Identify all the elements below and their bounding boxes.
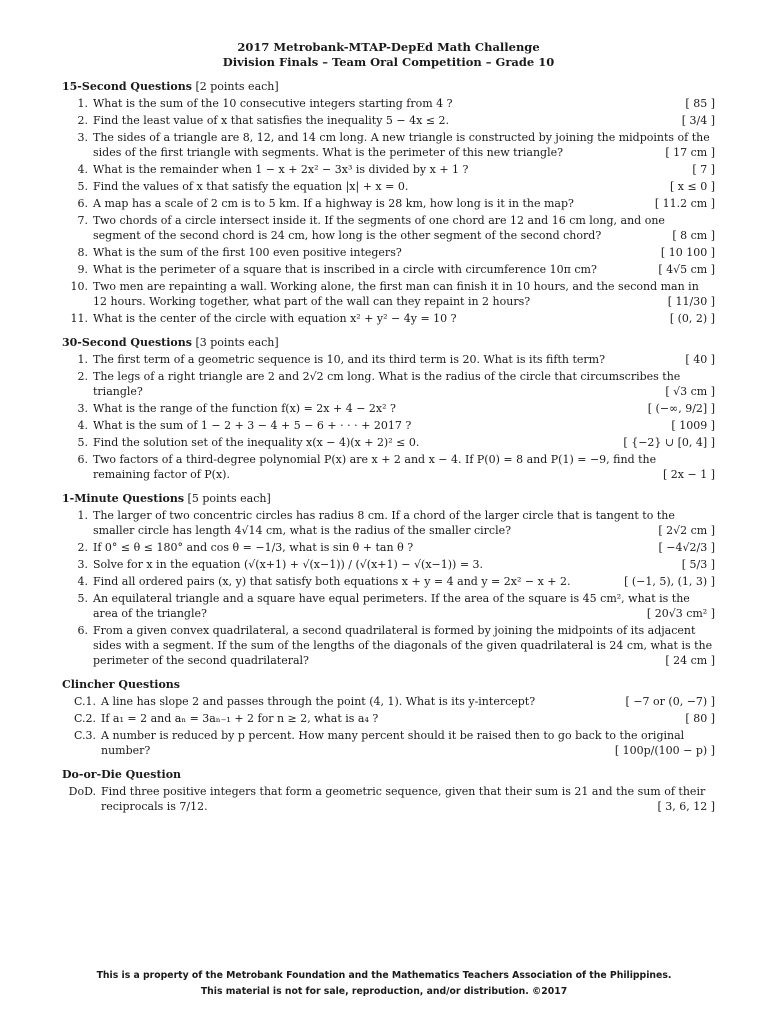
question-text: Solve for x in the equation (√(x+1) + √(x−1)) / (√(x+1) − √(x−1)) = 3. bbox=[93, 558, 484, 571]
question-item bbox=[62, 784, 715, 814]
question-answer: [ 24 cm ] bbox=[659, 653, 715, 668]
question-number: C.3. bbox=[73, 729, 96, 742]
question-item bbox=[62, 352, 715, 367]
question-item bbox=[62, 279, 715, 309]
question-number: 2. bbox=[77, 541, 88, 554]
question-body bbox=[93, 162, 715, 177]
question-body bbox=[93, 591, 715, 621]
question-number: DoD. bbox=[68, 785, 96, 798]
question-number: 2. bbox=[77, 114, 88, 127]
question-item bbox=[62, 540, 715, 555]
question-number: 10. bbox=[70, 280, 88, 293]
question-item bbox=[62, 130, 715, 160]
question-body bbox=[93, 130, 715, 160]
question-text: An equilateral triangle and a square have equal perimeters. If the area of the square is 45 cm², what is the area of the triangle? bbox=[93, 592, 690, 620]
section-heading: 30-Second Questions bbox=[62, 336, 192, 349]
question-body bbox=[93, 540, 715, 555]
question-text: A line has slope 2 and passes through the point (4, 1). What is its y-intercept? bbox=[101, 695, 536, 708]
question-answer: [ −4√2/3 ] bbox=[652, 540, 715, 555]
question-answer: [ 4√5 cm ] bbox=[652, 262, 715, 277]
section-heading: Do-or-Die Question bbox=[62, 768, 182, 781]
question-body bbox=[93, 418, 715, 433]
question-number: C.2. bbox=[73, 712, 96, 725]
question-body bbox=[93, 279, 715, 309]
question-answer: [ 1009 ] bbox=[665, 418, 715, 433]
question-number: 7. bbox=[77, 214, 88, 227]
question-number: 3. bbox=[77, 131, 88, 144]
document-page bbox=[62, 40, 715, 814]
question-number: 1. bbox=[77, 509, 88, 522]
question-answer: [ 85 ] bbox=[679, 96, 715, 111]
question-item bbox=[62, 418, 715, 433]
question-body bbox=[93, 369, 715, 399]
question-answer: [ x ≤ 0 ] bbox=[664, 179, 715, 194]
question-item bbox=[62, 574, 715, 589]
question-answer: [ 2x − 1 ] bbox=[657, 467, 715, 482]
question-body bbox=[101, 728, 715, 758]
question-item bbox=[62, 623, 715, 668]
question-number: 4. bbox=[77, 163, 88, 176]
question-answer: [ 3/4 ] bbox=[676, 113, 715, 128]
section-heading: 15-Second Questions bbox=[62, 80, 192, 93]
question-body bbox=[93, 557, 715, 572]
question-body bbox=[93, 262, 715, 277]
question-number: 5. bbox=[77, 592, 88, 605]
section-points: [2 points each] bbox=[195, 80, 279, 93]
question-body bbox=[93, 352, 715, 367]
question-text: Find the solution set of the inequality x(x − 4)(x + 2)² ≤ 0. bbox=[93, 436, 420, 449]
question-text: Two chords of a circle intersect inside it. If the segments of one chord are 12 and 16 cm long, and one segment of the second chord is 24 cm, how long is the other segment of the second chord? bbox=[93, 214, 665, 242]
question-body bbox=[93, 574, 715, 589]
question-item bbox=[62, 162, 715, 177]
question-number: 9. bbox=[77, 263, 88, 276]
question-answer: [ (0, 2) ] bbox=[664, 311, 715, 326]
question-item bbox=[62, 369, 715, 399]
question-answer: [ 3, 6, 12 ] bbox=[651, 799, 715, 814]
question-body bbox=[101, 694, 715, 709]
question-text: The larger of two concentric circles has radius 8 cm. If a chord of the larger circle that is tangent to the smaller circle has length 4√14 cm, what is the radius of the smaller circle? bbox=[93, 509, 675, 537]
question-item bbox=[62, 96, 715, 111]
question-body bbox=[93, 196, 715, 211]
question-text: Two factors of a third-degree polynomial P(x) are x + 2 and x − 4. If P(0) = 8 and P(1) = −9, find the remaining factor of P(x). bbox=[93, 453, 657, 481]
question-answer: [ (−1, 5), (1, 3) ] bbox=[618, 574, 715, 589]
question-text: What is the range of the function f(x) = 2x + 4 − 2x² ? bbox=[93, 402, 396, 415]
question-body bbox=[93, 213, 715, 243]
question-number: 11. bbox=[70, 312, 88, 325]
question-sections bbox=[62, 79, 715, 814]
question-body bbox=[93, 435, 715, 450]
question-text: What is the sum of the 10 consecutive integers starting from 4 ? bbox=[93, 97, 453, 110]
question-text: If a₁ = 2 and aₙ = 3aₙ₋₁ + 2 for n ≥ 2, what is a₄ ? bbox=[101, 712, 379, 725]
question-text: What is the sum of 1 − 2 + 3 − 4 + 5 − 6 + · · · + 2017 ? bbox=[93, 419, 412, 432]
question-body bbox=[93, 311, 715, 326]
question-text: Find all ordered pairs (x, y) that satisfy both equations x + y = 4 and y = 2x² − x + 2. bbox=[93, 575, 571, 588]
question-text: What is the sum of the first 100 even positive integers? bbox=[93, 246, 402, 259]
question-body bbox=[93, 113, 715, 128]
question-answer: [ 5/3 ] bbox=[676, 557, 715, 572]
footer-line-2: This material is not for sale, reproduction, and/or distribution. ©2017 bbox=[200, 986, 568, 997]
footer bbox=[0, 968, 768, 1000]
question-number: 3. bbox=[77, 402, 88, 415]
question-answer: [ 8 cm ] bbox=[666, 228, 715, 243]
question-text: A number is reduced by p percent. How many percent should it be raised then to go back to the original number? bbox=[101, 729, 685, 757]
question-item bbox=[62, 213, 715, 243]
question-item bbox=[62, 401, 715, 416]
question-item bbox=[62, 311, 715, 326]
question-body bbox=[93, 96, 715, 111]
question-body bbox=[101, 711, 715, 726]
question-body bbox=[93, 623, 715, 668]
section-title bbox=[62, 79, 715, 94]
question-answer: [ 17 cm ] bbox=[659, 145, 715, 160]
question-number: C.1. bbox=[73, 695, 96, 708]
question-item bbox=[62, 508, 715, 538]
question-body bbox=[93, 508, 715, 538]
document-subtitle: Division Finals – Team Oral Competition – Grade 10 bbox=[222, 55, 555, 69]
question-text: Find the least value of x that satisfies the inequality 5 − 4x ≤ 2. bbox=[93, 114, 450, 127]
question-answer: [ 7 ] bbox=[686, 162, 715, 177]
question-number: 1. bbox=[77, 353, 88, 366]
question-text: What is the remainder when 1 − x + 2x² − 3x³ is divided by x + 1 ? bbox=[93, 163, 469, 176]
section-title bbox=[62, 767, 715, 782]
question-text: What is the center of the circle with equation x² + y² − 4y = 10 ? bbox=[93, 312, 457, 325]
question-number: 3. bbox=[77, 558, 88, 571]
question-number: 5. bbox=[77, 436, 88, 449]
section-points: [5 points each] bbox=[187, 492, 271, 505]
question-number: 8. bbox=[77, 246, 88, 259]
question-item bbox=[62, 557, 715, 572]
question-answer: [ 20√3 cm² ] bbox=[641, 606, 715, 621]
question-answer: [ 40 ] bbox=[679, 352, 715, 367]
section-heading: Clincher Questions bbox=[62, 678, 180, 691]
section-title bbox=[62, 335, 715, 350]
footer-line-1: This is a property of the Metrobank Foundation and the Mathematics Teachers Association of the Philippines. bbox=[96, 970, 672, 981]
question-body bbox=[101, 784, 715, 814]
question-text: What is the perimeter of a square that is inscribed in a circle with circumference 10π cm? bbox=[93, 263, 597, 276]
question-text: Two men are repainting a wall. Working alone, the first man can finish it in 10 hours, and the second man in 12 hours. Working together, what part of the wall can they repaint in 2 hours? bbox=[93, 280, 699, 308]
question-item bbox=[62, 179, 715, 194]
question-text: From a given convex quadrilateral, a second quadrilateral is formed by joining the midpoints of its adjacent sides with a segment. If the sum of the lengths of the diagonals of the given quadrilateral is 24 cm, what is the perimeter of the second quadrilateral? bbox=[93, 624, 713, 667]
question-text: A map has a scale of 2 cm is to 5 km. If a highway is 28 km, how long is it in the map? bbox=[93, 197, 574, 210]
question-number: 2. bbox=[77, 370, 88, 383]
question-answer: [ 2√2 cm ] bbox=[652, 523, 715, 538]
question-body bbox=[93, 179, 715, 194]
question-answer: [ (−∞, 9/2] ] bbox=[642, 401, 715, 416]
question-number: 6. bbox=[77, 197, 88, 210]
question-item bbox=[62, 435, 715, 450]
question-number: 1. bbox=[77, 97, 88, 110]
section-heading: 1-Minute Questions bbox=[62, 492, 185, 505]
question-answer: [ 100p/(100 − p) ] bbox=[609, 743, 715, 758]
question-number: 6. bbox=[77, 624, 88, 637]
question-answer: [ 11.2 cm ] bbox=[649, 196, 715, 211]
question-item bbox=[62, 245, 715, 260]
question-number: 4. bbox=[77, 419, 88, 432]
question-text: The legs of a right triangle are 2 and 2√2 cm long. What is the radius of the circle that circumscribes the triangle? bbox=[93, 370, 681, 398]
question-body bbox=[93, 245, 715, 260]
question-answer: [ {−2} ∪ [0, 4] ] bbox=[617, 435, 715, 450]
question-number: 6. bbox=[77, 453, 88, 466]
question-item bbox=[62, 694, 715, 709]
question-answer: [ 11/30 ] bbox=[662, 294, 715, 309]
question-item bbox=[62, 452, 715, 482]
question-text: Find the values of x that satisfy the equation |x| + x = 0. bbox=[93, 180, 409, 193]
document-title: 2017 Metrobank-MTAP-DepEd Math Challenge bbox=[237, 40, 540, 54]
question-answer: [ −7 or (0, −7) ] bbox=[620, 694, 715, 709]
question-answer: [ 10 100 ] bbox=[655, 245, 715, 260]
question-answer: [ √3 cm ] bbox=[659, 384, 715, 399]
question-item bbox=[62, 711, 715, 726]
question-number: 4. bbox=[77, 575, 88, 588]
question-body bbox=[93, 452, 715, 482]
question-text: The first term of a geometric sequence is 10, and its third term is 20. What is its fifth term? bbox=[93, 353, 605, 366]
question-item bbox=[62, 196, 715, 211]
question-item bbox=[62, 113, 715, 128]
question-item bbox=[62, 591, 715, 621]
section-title bbox=[62, 677, 715, 692]
section-points: [3 points each] bbox=[195, 336, 279, 349]
question-answer: [ 80 ] bbox=[679, 711, 715, 726]
question-body bbox=[93, 401, 715, 416]
question-number: 5. bbox=[77, 180, 88, 193]
question-text: If 0° ≤ θ ≤ 180° and cos θ = −1/3, what is sin θ + tan θ ? bbox=[93, 541, 414, 554]
question-text: The sides of a triangle are 8, 12, and 14 cm long. A new triangle is constructed by joining the midpoints of the sides of the first triangle with segments. What is the perimeter of this new triangle? bbox=[93, 131, 710, 159]
question-text: Find three positive integers that form a geometric sequence, given that their sum is 21 and the sum of their reciprocals is 7/12. bbox=[101, 785, 706, 813]
section-title bbox=[62, 491, 715, 506]
question-item bbox=[62, 728, 715, 758]
question-item bbox=[62, 262, 715, 277]
